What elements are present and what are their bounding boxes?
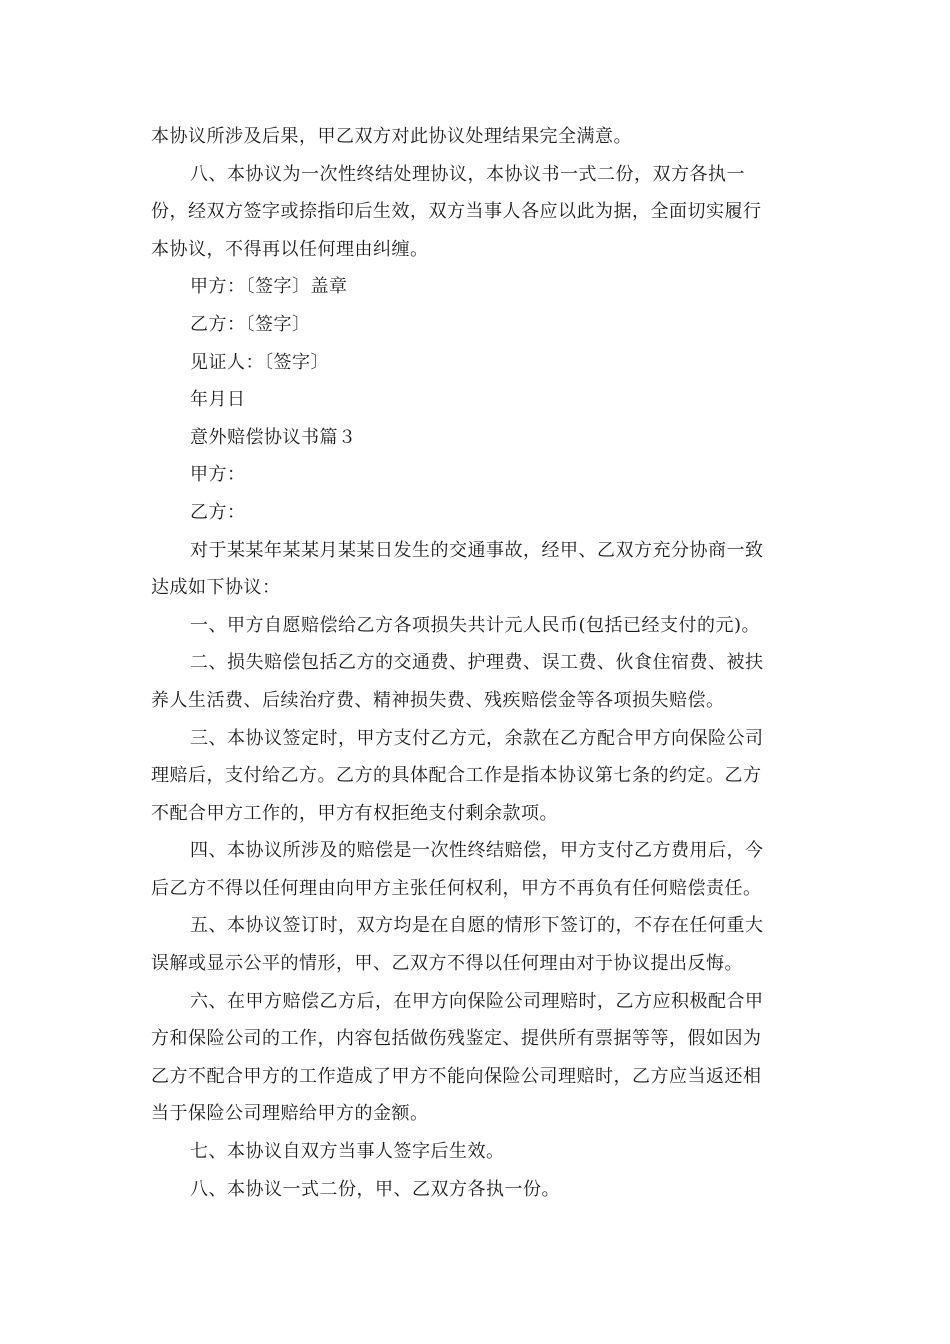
text-line: 甲方：〔签字〕盖章 <box>190 276 348 298</box>
text-line: 理赔后，支付给乙方。乙方的具体配合工作是指本协议第七条的约定。乙方 <box>151 765 762 787</box>
text-line: 当于保险公司理赔给甲方的金额。 <box>151 1103 429 1125</box>
party-a-label <box>151 456 791 494</box>
text-line: 本协议，不得再以任何理由纠缠。 <box>151 238 429 260</box>
text-line: 四、本协议所涉及的赔偿是一次性终结赔偿，甲方支付乙方费用后，今 <box>190 840 764 862</box>
clause-2 <box>151 644 791 719</box>
text-line: 八、本协议一式二份，甲、乙双方各执一份。 <box>190 1178 560 1200</box>
clause-8 <box>151 1171 791 1209</box>
text-line: 不配合甲方工作的，甲方有权拒绝支付剩余款项。 <box>151 802 558 824</box>
party-a-signature <box>151 268 791 306</box>
text-line: 五、本协议签订时，双方均是在自愿的情形下签订的，不存在任何重大 <box>190 915 764 937</box>
text-line: 乙方：〔签字〕 <box>190 313 311 335</box>
text-line: 养人生活费、后续治疗费、精神损失费、残疾赔偿金等各项损失赔偿。 <box>151 689 725 711</box>
text-line: 甲方： <box>190 464 246 486</box>
text-line: 三、本协议签定时，甲方支付乙方元，余款在乙方配合甲方向保险公司 <box>190 727 764 749</box>
text-line: 乙方： <box>190 501 246 523</box>
text-line: 二、损失赔偿包括乙方的交通费、护理费、误工费、伙食住宿费、被扶 <box>190 652 764 674</box>
clause-6 <box>151 983 791 1133</box>
paragraph-intro <box>151 532 791 607</box>
text-line: 达成如下协议： <box>151 577 281 599</box>
text-line: 八、本协议为一次性终结处理协议，本协议书一式二份，双方各执一 <box>190 163 745 185</box>
party-b-signature <box>151 306 791 344</box>
text-line: 意外赔偿协议书篇３ <box>190 426 357 448</box>
clause-1 <box>151 607 791 645</box>
text-line: 本协议所涉及后果，甲乙双方对此协议处理结果完全满意。 <box>151 126 632 147</box>
text-line: 年月日 <box>190 389 246 411</box>
clause-7 <box>151 1133 791 1171</box>
text-line: 方和保险公司的工作，内容包括做伤残鉴定、提供所有票据等等，假如因为 <box>151 1028 762 1050</box>
text-line: 对于某某年某某月某某日发生的交通事故，经甲、乙双方充分协商一致 <box>190 539 764 561</box>
text-line: 乙方不配合甲方的工作造成了甲方不能向保险公司理赔时，乙方应当返还相 <box>151 1065 762 1087</box>
document-page <box>151 118 791 1208</box>
clause-4 <box>151 832 791 907</box>
text-line: 七、本协议自双方当事人签字后生效。 <box>190 1141 505 1163</box>
clause-5 <box>151 907 791 982</box>
clause-3 <box>151 720 791 833</box>
text-line: 六、在甲方赔偿乙方后，在甲方向保险公司理赔时，乙方应积极配合甲 <box>190 990 764 1012</box>
party-b-label <box>151 494 791 532</box>
paragraph-1 <box>151 118 791 156</box>
witness-signature <box>151 344 791 382</box>
paragraph-2 <box>151 156 791 269</box>
section-title <box>151 419 791 457</box>
text-line: 见证人：〔签字〕 <box>190 351 329 373</box>
text-line: 份，经双方签字或捺指印后生效，双方当事人各应以此为据，全面切实履行 <box>151 201 762 223</box>
text-line: 一、甲方自愿赔偿给乙方各项损失共计元人民币(包括已经支付的元)。 <box>190 614 761 636</box>
text-line: 后乙方不得以任何理由向甲方主张任何权利，甲方不再负有任何赔偿责任。 <box>151 877 762 899</box>
text-line: 误解或显示公平的情形，甲、乙双方不得以任何理由对于协议提出反悔。 <box>151 953 743 975</box>
date-line <box>151 381 791 419</box>
